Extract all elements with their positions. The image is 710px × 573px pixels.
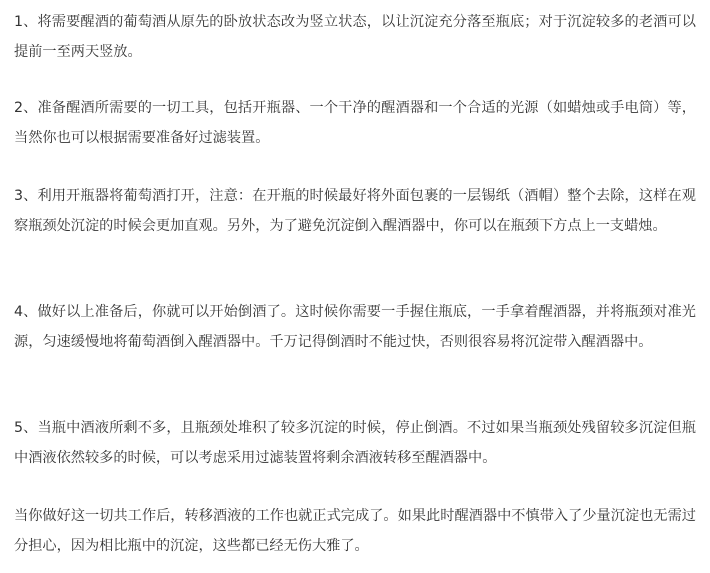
step-5-paragraph: 5、当瓶中酒液所剩不多，且瓶颈处堆积了较多沉淀的时候，停止倒酒。不过如果当瓶颈处残留较多沉淀但瓶中酒液依然较多的时候，可以考虑采用过滤装置将剩余酒液转移至醒酒器中。 bbox=[14, 420, 696, 466]
step-3-paragraph: 3、利用开瓶器将葡萄酒打开，注意：在开瓶的时候最好将外面包裹的一层锡纸（酒帽）整个去除，这样在观察瓶颈处沉淀的时候会更加直观。另外，为了避免沉淀倒入醒酒器中，你可以在瓶颈下方点上一支蜡烛。 bbox=[14, 188, 696, 234]
conclusion-paragraph: 当你做好这一切共工作后，转移酒液的工作也就正式完成了。如果此时醒酒器中不慎带入了少量沉淀也无需过分担心，因为相比瓶中的沉淀，这些都已经无伤大雅了。 bbox=[14, 508, 696, 554]
step-4-paragraph: 4、做好以上准备后，你就可以开始倒酒了。这时候你需要一手握住瓶底，一手拿着醒酒器，并将瓶颈对准光源，匀速缓慢地将葡萄酒倒入醒酒器中。千万记得倒酒时不能过快，否则很容易将沉淀带入醒酒器中。 bbox=[14, 304, 696, 350]
step-1-paragraph: 1、将需要醒酒的葡萄酒从原先的卧放状态改为竖立状态，以让沉淀充分落至瓶底；对于沉淀较多的老酒可以提前一至两天竖放。 bbox=[14, 14, 696, 60]
step-2-paragraph: 2、准备醒酒所需要的一切工具，包括开瓶器、一个干净的醒酒器和一个合适的光源（如蜡烛或手电筒）等，当然你也可以根据需要准备好过滤装置。 bbox=[14, 100, 696, 146]
